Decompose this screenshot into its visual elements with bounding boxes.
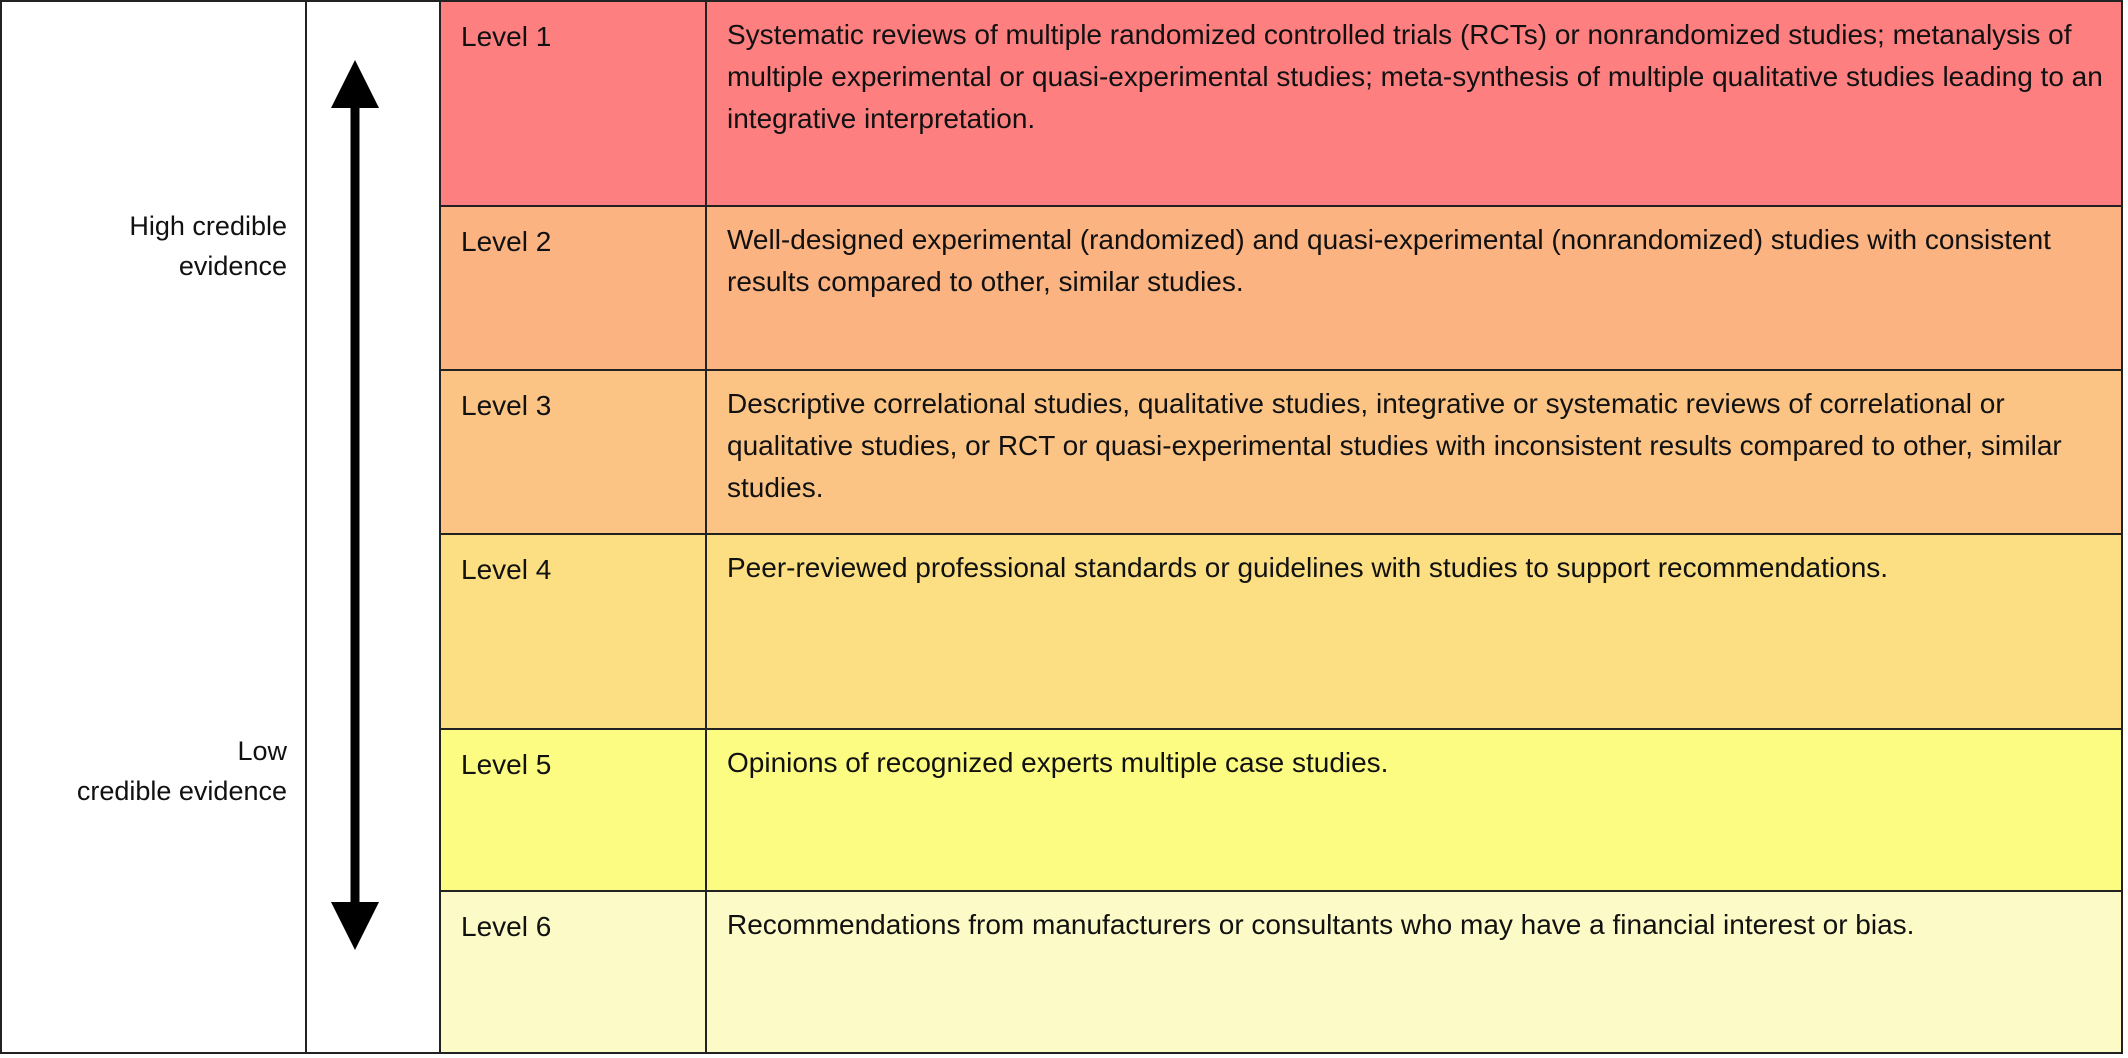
level-description: Well-designed experimental (randomized) and quasi-experimental (nonrandomized) studies with consistent results compared to other, similar studies. [727,224,2051,297]
level-description: Opinions of recognized experts multiple case studies. [727,747,1389,778]
high-credible-evidence-label: High credible evidence [129,211,287,281]
level-label: Level 5 [441,730,707,890]
level-label: Level 3 [441,371,707,533]
level-row [441,2,2121,207]
credibility-label-column [2,2,307,1052]
level-row [441,892,2121,1052]
evidence-levels-table [441,2,2121,1052]
low-credible-evidence-label: Low credible evidence [76,736,287,806]
level-label: Level 6 [441,892,707,1052]
double-headed-arrow-icon [307,2,441,1056]
level-label: Level 4 [441,535,707,728]
level-row [441,730,2121,892]
level-label: Level 1 [441,2,707,205]
level-description: Systematic reviews of multiple randomized controlled trials (RCTs) or nonrandomized studies; metanalysis of multiple experimental or quasi-experimental studies; meta-synthesis of multiple qualitative studies leading to an integrative interpretation. [727,19,2103,134]
level-description: Peer-reviewed professional standards or guidelines with studies to support recommendations. [727,552,1889,583]
level-description: Recommendations from manufacturers or consultants who may have a financial interest or bias. [727,909,1915,940]
arrow-column [307,2,441,1052]
level-row [441,371,2121,535]
level-row [441,535,2121,730]
level-row [441,207,2121,371]
level-label: Level 2 [441,207,707,369]
level-description: Descriptive correlational studies, qualitative studies, integrative or systematic reviews of correlational or qualitative studies, or RCT or quasi-experimental studies with inconsistent results compared to other, similar studies. [727,388,2062,503]
